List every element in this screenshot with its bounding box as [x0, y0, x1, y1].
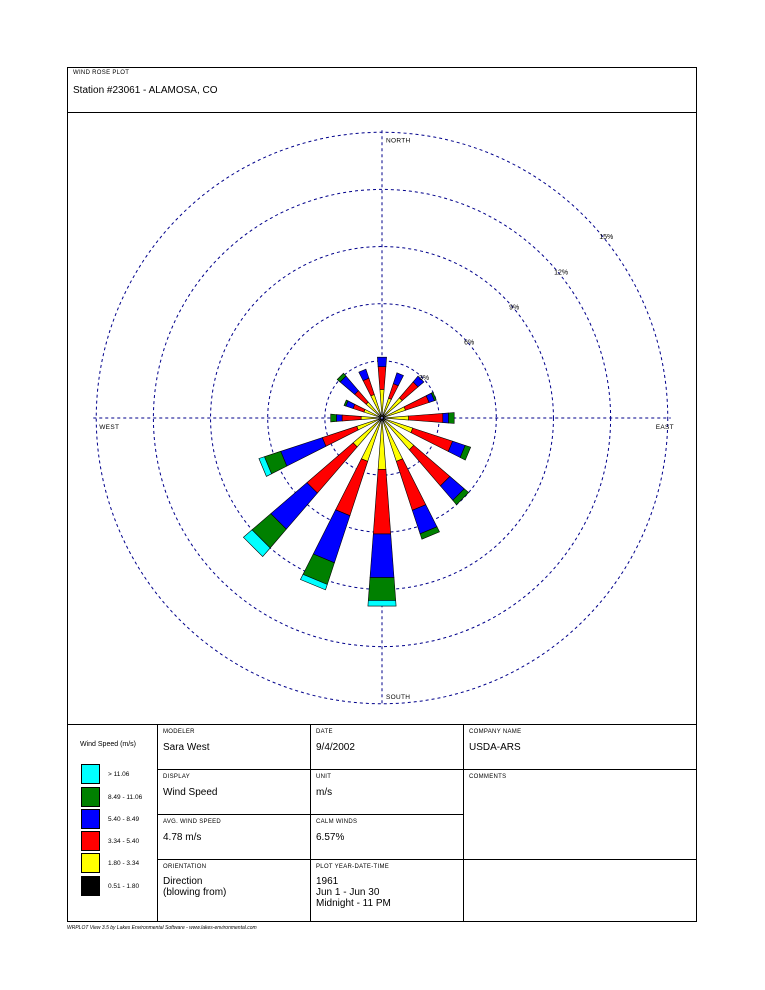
petal-s-band-4 — [368, 578, 395, 601]
period-year: 1961 — [316, 876, 339, 887]
compass-east: EAST — [655, 424, 674, 431]
company-label: COMPANY NAME — [469, 729, 522, 735]
petal-se-band-2 — [409, 445, 450, 486]
wind-rose-chart — [67, 112, 697, 724]
compass-north: NORTH — [386, 137, 411, 145]
date-label: DATE — [316, 729, 333, 735]
petal-n-band-1 — [380, 390, 384, 417]
petal-n-band-2 — [378, 367, 386, 390]
legend-divider — [157, 724, 158, 922]
petal-wsw-band-3 — [281, 438, 326, 467]
modeler-label: MODELER — [163, 729, 195, 735]
calm-winds-value: 6.57% — [316, 832, 345, 843]
compass-west: WEST — [99, 424, 120, 431]
period-hours: Midnight - 11 PM — [316, 898, 391, 909]
compass-south: SOUTH — [386, 693, 411, 701]
display-label: DISPLAY — [163, 774, 190, 780]
company-value: USDA-ARS — [469, 742, 521, 753]
row1-divider — [157, 769, 697, 770]
legend-label: 3.34 - 5.40 — [108, 838, 140, 845]
petal-n-band-3 — [377, 357, 386, 367]
orientation-value-2: (blowing from) — [163, 887, 227, 898]
avg-speed-label: AVG. WIND SPEED — [163, 819, 222, 825]
period-dates: Jun 1 - Jun 30 — [316, 887, 380, 898]
row3-divider — [157, 859, 697, 860]
legend-swatch-blue — [81, 809, 100, 829]
petal-w-band-4 — [331, 414, 337, 422]
legend-label: 0.51 - 1.80 — [108, 883, 140, 890]
ring-label-12: 12% — [554, 269, 569, 277]
petal-nnw-band-2 — [363, 378, 374, 396]
date-value: 9/4/2002 — [316, 742, 355, 753]
ring-label-6: 6% — [464, 339, 475, 347]
petal-w-band-2 — [342, 415, 361, 421]
legend-label: > 11.06 — [108, 771, 130, 778]
petal-s-band-3 — [370, 534, 394, 578]
calm-winds-label: CALM WINDS — [316, 819, 358, 825]
legend-swatch-red — [81, 831, 100, 851]
row2-divider — [157, 814, 463, 815]
legend-swatch-cyan — [81, 764, 100, 784]
unit-label: UNIT — [316, 774, 332, 780]
orientation-value-1: Direction — [163, 876, 203, 887]
plot-title: WIND ROSE PLOT — [73, 70, 130, 76]
petal-e-band-2 — [409, 413, 443, 422]
info-top-divider — [67, 724, 697, 725]
ring-label-15: 15% — [599, 234, 614, 242]
software-credit: WRPLOT View 3.5 by Lakes Environmental Software - www.lakes-environmental.com — [67, 925, 257, 931]
petal-e-band-3 — [443, 413, 449, 423]
modeler-value: Sara West — [163, 742, 210, 753]
legend-label: 5.40 - 8.49 — [108, 816, 140, 823]
legend-swatch-yellow — [81, 853, 100, 873]
legend-swatch-green — [81, 787, 100, 807]
legend-swatch-black — [81, 876, 100, 896]
petal-nne-band-2 — [389, 384, 399, 400]
petal-w-band-3 — [336, 415, 342, 422]
petal-ne-band-2 — [399, 382, 418, 401]
petal-s-band-5 — [368, 600, 396, 606]
petal-ssw-band-2 — [336, 459, 368, 516]
petal-ssw-band-3 — [313, 510, 350, 563]
ring-label-3: 3% — [419, 374, 430, 382]
ring-label-9: 9% — [509, 304, 520, 312]
petal-nne-band-3 — [393, 373, 403, 386]
petal-e-band-4 — [449, 413, 455, 424]
period-label: PLOT YEAR-DATE-TIME — [316, 864, 390, 870]
petal-e-band-1 — [384, 416, 409, 420]
col3-divider — [463, 724, 464, 922]
comments-label: COMMENTS — [469, 774, 507, 780]
petal-w-band-1 — [361, 416, 380, 419]
legend-title: Wind Speed (m/s) — [80, 741, 137, 748]
petal-wnw-band-2 — [353, 404, 365, 412]
col2-divider — [310, 724, 311, 922]
petal-ene-band-2 — [404, 396, 429, 411]
display-value: Wind Speed — [163, 787, 218, 798]
legend-label: 8.49 - 11.06 — [108, 794, 143, 801]
station-name: Station #23061 - ALAMOSA, CO — [73, 85, 218, 96]
unit-value: m/s — [316, 787, 333, 798]
petal-s-band-1 — [378, 420, 386, 469]
legend-label: 1.80 - 3.34 — [108, 860, 140, 867]
petal-s-band-2 — [373, 469, 390, 534]
petal-sse-band-2 — [396, 459, 426, 511]
petal-nnw-band-3 — [359, 369, 369, 381]
orientation-label: ORIENTATION — [163, 864, 207, 870]
avg-speed-value: 4.78 m/s — [163, 832, 202, 843]
